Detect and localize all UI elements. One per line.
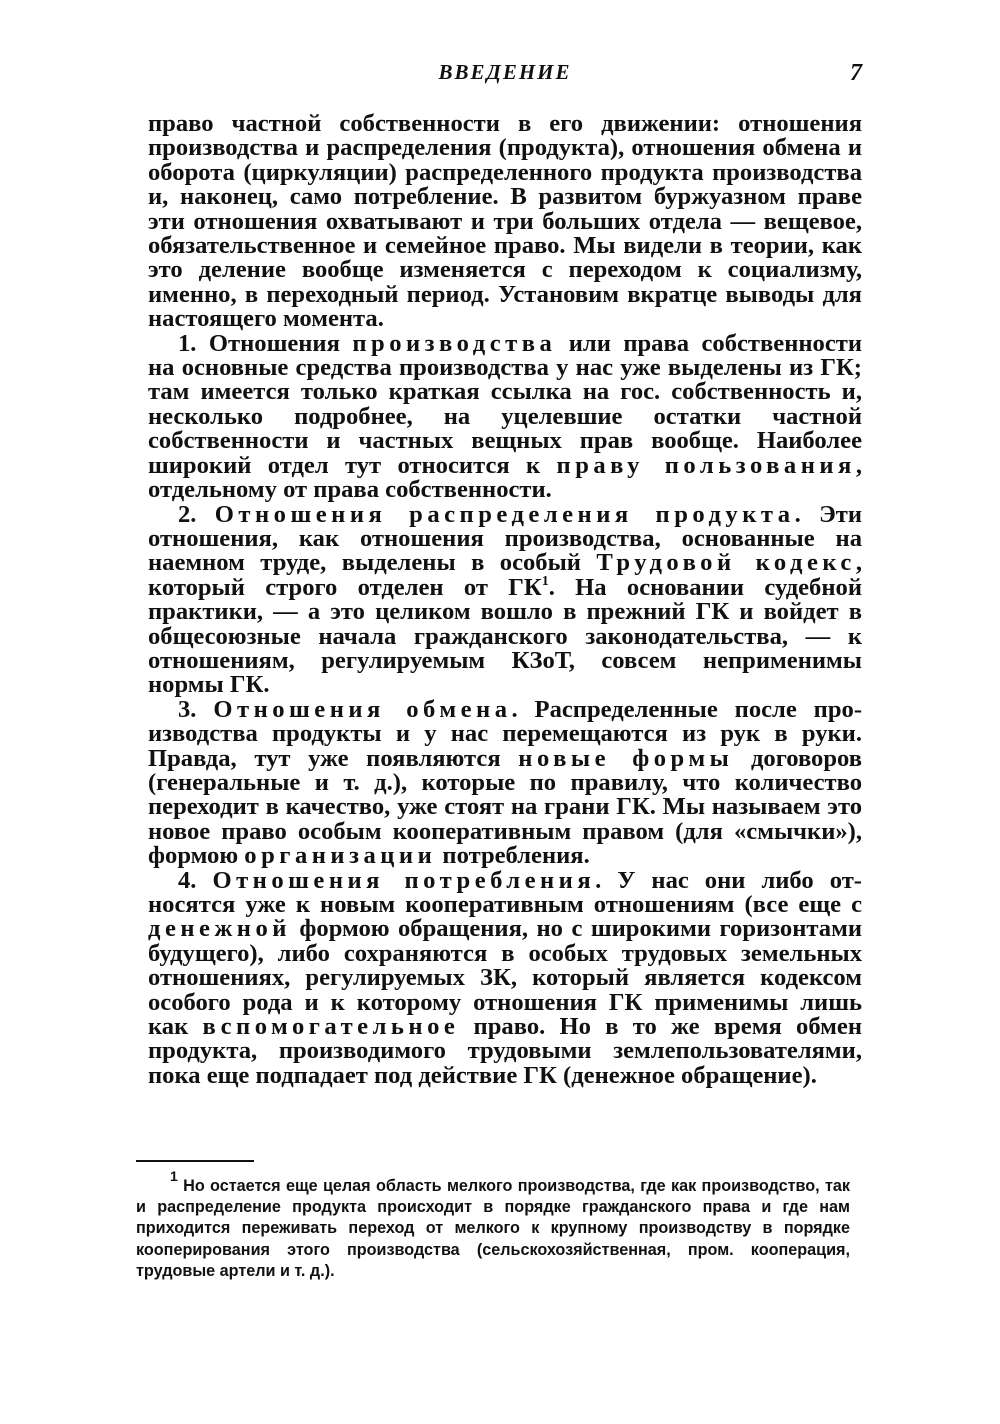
text-span: 2. bbox=[178, 500, 215, 528]
text-span: 3. bbox=[178, 695, 214, 723]
text-span: . Распределенные после производства продукты и у нас перемещаются из рук в руки. Правда, тут уже появляются bbox=[148, 695, 863, 772]
running-header bbox=[148, 60, 862, 92]
paragraph-1 bbox=[148, 329, 863, 504]
text-span: договоров (генеральные и т. д.), которые по правилу, что количество переходит в качество, уже стоят на грани ГК. Мы называем это новое право особым кооперативным правом (для «смычки»), формою bbox=[148, 744, 862, 870]
spaced-term: производства bbox=[352, 329, 557, 357]
text-span: или права собственности на основные средства производства у нас уже выделены из ГК; там имеется только краткая ссылка на гос. собственность и, несколько подробнее, на уцелевшие остатки частной собственности и частных вещных прав вообще. Наиболее широкий отдел тут относится к bbox=[148, 329, 862, 479]
spaced-term: Трудовой кодекс bbox=[596, 549, 856, 577]
text-span: . На основании судебной практики, — а это целиком вошло в прежний ГК и войдет в общесоюзные начала гражданского законодательства, — к отношениям, регулируемым КЗоТ, совсем неприменимы нормы ГК. bbox=[148, 573, 862, 699]
paragraph-4 bbox=[148, 866, 862, 1089]
text-span: . У нас они либо относятся уже к новым кооперативным отношениям (все еще с bbox=[148, 866, 862, 918]
paragraph-continuation: право частной собственности в его движении: отношения производства и распределения (продукта), отношения обмена и оборота (циркуляции) распределенного продукта производства и, наконец, само потребление. В развитом буржуазном праве эти отношения охватывают и три больших отдела — вещевое, обязательственное и семейное право. Мы видели в теории, как это деление вообще изменяется с переходом к социализму, именно, в переходный период. Установим вкратце выводы для настоящего момента. bbox=[148, 110, 862, 333]
text-span: 4. bbox=[178, 866, 213, 894]
spaced-term: Отношения потребления bbox=[212, 866, 596, 894]
spaced-term: новые формы bbox=[518, 744, 734, 772]
text-span: . Эти отношения, как отношения производства, основанные на наемном труде, выделены в особый bbox=[148, 500, 863, 577]
spaced-term: организации bbox=[244, 842, 437, 870]
spaced-term: праву пользования bbox=[556, 451, 856, 479]
paragraph-3 bbox=[148, 695, 863, 870]
spaced-term: денежной bbox=[148, 915, 291, 943]
spaced-term: вспомогательное bbox=[202, 1013, 460, 1041]
footnote bbox=[136, 1168, 850, 1282]
spaced-term: Отношения распределения продукта bbox=[214, 500, 795, 528]
text-span: потребления. bbox=[436, 842, 590, 870]
text-span: , отдельному от права собственности. bbox=[148, 451, 863, 504]
footnote-marker: 1 bbox=[170, 1168, 178, 1184]
body-text bbox=[148, 112, 862, 1088]
running-title: ВВЕДЕНИЕ bbox=[438, 60, 572, 84]
text-span: формою обращения, но с широкими горизонтами будущего), либо сохраняются в особых трудовых земельных отношениях, регулируемых ЗК, который является кодексом особого рода и к которому отношения ГК применимы лишь как bbox=[148, 915, 862, 1041]
footnote-reference[interactable]: 1 bbox=[541, 573, 549, 589]
footnote-text: Но остается еще целая область мелкого производства, где как производство, так и распределение продукта происходит в порядке гражданского права и где нам приходится переживать переход от мелкого к крупному производству в порядке кооперирования этого производства (сельскохозяйственная, пром. кооперация, трудовые артели и т. д.). bbox=[136, 1177, 850, 1280]
text-span: право. Но в то же время обмен продукта, производимого трудовыми землепользователями, пока еще подпадает под действие ГК (денежное обращение). bbox=[148, 1013, 862, 1089]
text-span: 1. Отношения bbox=[178, 329, 353, 357]
footnote-divider bbox=[136, 1160, 254, 1162]
spaced-term: Отношения обмена bbox=[213, 695, 512, 723]
paragraph-2 bbox=[148, 500, 863, 699]
text-span: , который строго отделен от ГК bbox=[148, 549, 862, 601]
page-number: 7 bbox=[850, 60, 862, 86]
